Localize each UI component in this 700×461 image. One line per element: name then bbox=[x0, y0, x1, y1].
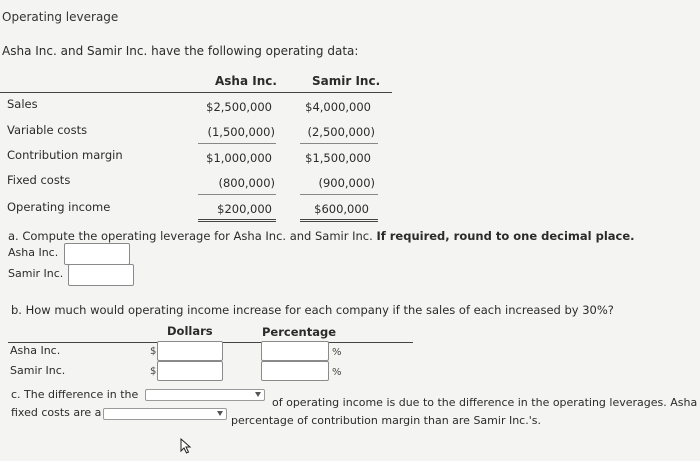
part-b-asha-dollar-sign: $ bbox=[150, 346, 157, 357]
part-c-line2-start: fixed costs are a bbox=[11, 406, 102, 419]
cell-samir-variable-costs: (2,500,000) bbox=[307, 125, 375, 139]
part-c-line1-start: c. The difference in the bbox=[11, 388, 139, 401]
part-b-col-dollars: Dollars bbox=[167, 324, 213, 338]
cell-asha-fixed-costs: (800,000) bbox=[218, 176, 275, 190]
total-rule-samir bbox=[300, 194, 378, 195]
row-label-variable-costs: Variable costs bbox=[7, 123, 88, 137]
mouse-pointer-icon bbox=[180, 438, 192, 454]
part-c-line1-end: of operating income is due to the difference in the operating leverages. Asha bbox=[272, 396, 698, 409]
cell-asha-contribution-margin: $1,000,000 bbox=[206, 151, 272, 165]
part-b-samir-percent-sign: % bbox=[332, 367, 342, 378]
subtotal-rule-samir bbox=[300, 143, 378, 144]
part-b-asha-percent-sign: % bbox=[332, 347, 342, 358]
part-b-label-samir: Samir Inc. bbox=[10, 364, 66, 377]
subtotal-rule-asha bbox=[198, 143, 276, 144]
part-b-samir-percentage-input[interactable] bbox=[261, 361, 329, 381]
header-asha: Asha Inc. bbox=[215, 74, 277, 88]
part-a-label-asha: Asha Inc. bbox=[8, 246, 59, 259]
cell-asha-sales: $2,500,000 bbox=[206, 100, 272, 114]
page-title: Operating leverage bbox=[2, 10, 119, 24]
cell-samir-sales: $4,000,000 bbox=[305, 100, 371, 114]
header-rule bbox=[0, 92, 392, 93]
header-samir: Samir Inc. bbox=[312, 74, 381, 88]
part-c-select-2[interactable] bbox=[103, 408, 227, 420]
cell-asha-variable-costs: (1,500,000) bbox=[207, 125, 275, 139]
part-b-asha-percentage-input[interactable] bbox=[261, 341, 329, 361]
part-c-line2-end: percentage of contribution margin than are Samir Inc.'s. bbox=[231, 414, 541, 427]
part-a-asha-input[interactable] bbox=[64, 243, 130, 265]
part-a-prompt-text: a. Compute the operating leverage for Asha Inc. and Samir Inc. bbox=[8, 229, 373, 243]
cell-asha-operating-income: $200,000 bbox=[217, 202, 272, 216]
part-b-asha-dollars-input[interactable] bbox=[157, 341, 223, 361]
part-b-col-percentage: Percentage bbox=[262, 325, 336, 339]
total-rule-asha bbox=[198, 194, 276, 195]
part-a-label-samir: Samir Inc. bbox=[8, 267, 64, 280]
intro-text: Asha Inc. and Samir Inc. have the following operating data: bbox=[2, 44, 359, 58]
chevron-down-icon bbox=[217, 411, 223, 416]
row-label-sales: Sales bbox=[7, 97, 38, 111]
row-label-contribution-margin: Contribution margin bbox=[7, 148, 123, 162]
cell-samir-operating-income: $600,000 bbox=[314, 202, 369, 216]
part-b-samir-dollar-sign: $ bbox=[150, 366, 157, 377]
part-a-prompt bbox=[8, 229, 635, 243]
part-c-select-1[interactable] bbox=[145, 389, 265, 401]
row-label-operating-income: Operating income bbox=[7, 200, 111, 214]
part-b-prompt: b. How much would operating income increase for each company if the sales of each increased by 30%? bbox=[11, 303, 614, 317]
row-label-fixed-costs: Fixed costs bbox=[7, 173, 71, 187]
cell-samir-contribution-margin: $1,500,000 bbox=[305, 151, 371, 165]
part-a-rounding-note: If required, round to one decimal place. bbox=[376, 229, 635, 243]
cell-samir-fixed-costs: (900,000) bbox=[318, 176, 375, 190]
part-b-label-asha: Asha Inc. bbox=[10, 344, 61, 357]
part-b-samir-dollars-input[interactable] bbox=[157, 361, 223, 381]
chevron-down-icon bbox=[255, 392, 261, 397]
double-rule-asha bbox=[198, 219, 276, 222]
double-rule-samir bbox=[300, 219, 378, 222]
part-a-samir-input[interactable] bbox=[68, 264, 134, 286]
